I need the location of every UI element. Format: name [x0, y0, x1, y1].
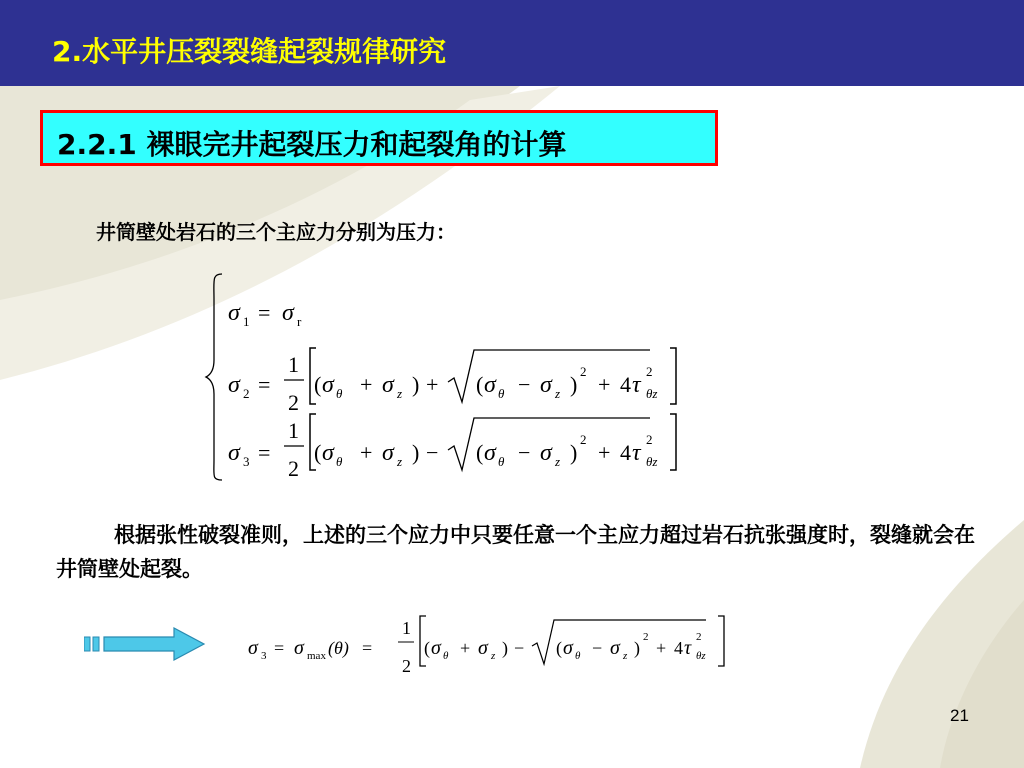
svg-text:z: z [623, 650, 628, 662]
svg-text:z: z [555, 454, 561, 469]
svg-text:2: 2 [288, 390, 299, 415]
svg-text:θ: θ [575, 650, 581, 662]
svg-text:θ: θ [498, 454, 505, 469]
eq3-row [228, 414, 676, 481]
svg-text:θ: θ [336, 386, 343, 401]
svg-text:2: 2 [643, 631, 649, 643]
svg-text:θz: θz [696, 650, 706, 662]
svg-text:σ: σ [322, 372, 334, 398]
svg-text:σ: σ [248, 637, 258, 659]
intro-text: 井筒壁处岩石的三个主应力分别为压力： [96, 220, 456, 244]
svg-text:=: = [362, 638, 373, 658]
svg-text:τ: τ [632, 372, 641, 398]
fracture-criterion-paragraph: 根据张性破裂准则，上述的三个应力中只要任意一个主应力超过岩石抗张强度时，裂缝就会在井筒壁处起裂。 [56, 523, 975, 581]
svg-text:τ: τ [632, 440, 641, 466]
svg-text:+: + [598, 372, 611, 397]
svg-text:): ) [634, 638, 640, 658]
svg-text:(: ( [314, 372, 322, 397]
svg-text:−: − [518, 372, 531, 397]
svg-text:+: + [598, 440, 611, 465]
svg-text:+: + [656, 638, 667, 658]
fracture-stress-equation [244, 612, 734, 682]
eq2-row [228, 348, 676, 415]
svg-text:θz: θz [646, 454, 658, 469]
eq1-rhs: σ [282, 300, 294, 326]
svg-text:3: 3 [243, 454, 250, 469]
svg-text:2: 2 [646, 432, 653, 447]
svg-text:σ: σ [228, 372, 240, 398]
svg-text:2: 2 [580, 364, 587, 379]
eq1-rhs-sub: r [297, 314, 302, 329]
svg-text:z: z [397, 454, 403, 469]
svg-text:σ: σ [540, 372, 552, 398]
svg-text:=: = [258, 440, 271, 465]
svg-text:+: + [360, 440, 373, 465]
svg-text:−: − [518, 440, 531, 465]
svg-text:−: − [514, 638, 525, 658]
svg-text:(: ( [476, 372, 484, 397]
svg-text:+: + [460, 638, 471, 658]
right-arrow-icon [84, 626, 208, 662]
svg-text:1: 1 [288, 418, 299, 443]
header-bar [0, 0, 1024, 86]
svg-text:σ: σ [322, 440, 334, 466]
svg-text:(θ): (θ) [328, 638, 349, 658]
svg-text:=: = [258, 372, 271, 397]
svg-text:4: 4 [674, 638, 683, 658]
svg-text:2: 2 [646, 364, 653, 379]
svg-text:θz: θz [646, 386, 658, 401]
svg-text:σ: σ [610, 637, 620, 659]
principal-stress-equations [200, 270, 700, 485]
svg-text:): ) [502, 638, 508, 658]
svg-text:σ: σ [478, 637, 488, 659]
eq1-equals: = [258, 300, 271, 325]
svg-text:z: z [555, 386, 561, 401]
svg-text:θ: θ [498, 386, 505, 401]
svg-text:1: 1 [402, 618, 411, 638]
svg-text:σ: σ [382, 372, 394, 398]
svg-text:): ) [412, 372, 420, 397]
svg-text:1: 1 [288, 352, 299, 377]
svg-text:σ: σ [382, 440, 394, 466]
svg-text:): ) [570, 372, 578, 397]
svg-text:σ: σ [228, 440, 240, 466]
svg-text:τ: τ [684, 637, 692, 659]
svg-text:θ: θ [336, 454, 343, 469]
section-title: 2.2.1 裸眼完井起裂压力和起裂角的计算 [57, 128, 567, 161]
svg-text:2: 2 [288, 456, 299, 481]
svg-text:(: ( [424, 638, 430, 658]
svg-text:4: 4 [620, 372, 631, 397]
svg-text:(: ( [556, 638, 562, 658]
svg-text:−: − [592, 638, 603, 658]
svg-text:σ: σ [431, 637, 441, 659]
section-heading-box [40, 110, 718, 166]
svg-text:3: 3 [261, 650, 267, 662]
eq1-lhs-sub: 1 [243, 314, 250, 329]
svg-text:2: 2 [402, 656, 411, 676]
page-number: 21 [950, 706, 969, 725]
svg-text:2: 2 [243, 386, 250, 401]
svg-text:+: + [426, 372, 439, 397]
svg-text:(: ( [314, 440, 322, 465]
svg-text:2: 2 [696, 631, 702, 643]
svg-text:max: max [307, 650, 326, 662]
svg-text:σ: σ [563, 637, 573, 659]
svg-text:σ: σ [294, 637, 304, 659]
svg-text:4: 4 [620, 440, 631, 465]
svg-text:+: + [360, 372, 373, 397]
svg-text:2: 2 [580, 432, 587, 447]
page-title: 2.水平井压裂裂缝起裂规律研究 [52, 35, 447, 68]
svg-text:σ: σ [540, 440, 552, 466]
eq1-lhs: σ [228, 300, 240, 326]
svg-text:σ: σ [484, 372, 496, 398]
left-brace [206, 274, 222, 480]
svg-text:−: − [426, 440, 439, 465]
svg-text:z: z [397, 386, 403, 401]
svg-text:): ) [570, 440, 578, 465]
svg-text:σ: σ [484, 440, 496, 466]
svg-text:z: z [491, 650, 496, 662]
svg-text:): ) [412, 440, 420, 465]
svg-text:(: ( [476, 440, 484, 465]
svg-text:θ: θ [443, 650, 449, 662]
svg-text:=: = [274, 638, 285, 658]
